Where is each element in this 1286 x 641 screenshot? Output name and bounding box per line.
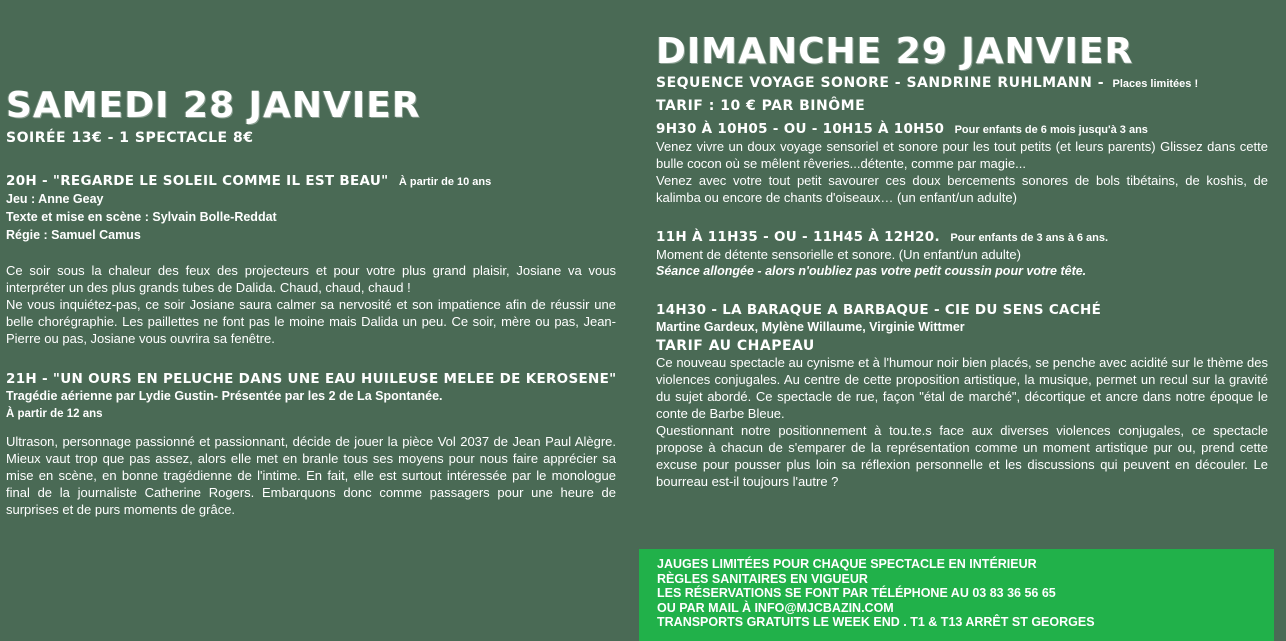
event-3-description-1: Ce nouveau spectacle au cynisme et à l'humour noir bien placés, se penche avec acidité sur le thème des violences conjugales. Au centre de cette proposition artistique, la musique, permet un recul sur la gravité du sujet abordé. Ce spectacle de rue, façon "étal de marché", décortique et ancre dans notre époque le conte de Barbe Bleue. (656, 355, 1268, 421)
sequence-title: SEQUENCE VOYAGE SONORE - SANDRINE RUHLMANN - (656, 75, 1105, 91)
info-phone: LES RÉSERVATIONS SE FONT PAR TÉLÉPHONE AU 03 83 36 56 65 (657, 586, 1056, 601)
info-email: OU PAR MAIL À INFO@MJCBAZIN.COM (657, 600, 894, 615)
event-2-title: 21H - "UN OURS EN PELUCHE DANS UNE EAU HUILEUSE MELEE DE KEROSENE" (6, 371, 617, 387)
event-1-age: À partir de 10 ans (398, 176, 492, 188)
event-3-description-2: Questionnant notre positionnement à tou.te.s face aux diverses violences conjugales, ce spectacle propose à chacun de s'emparer de la représentation comme un moment artistique pur ou, prend cette excuse pour pousser plus loin sa réflexion personnelle et les discussions qui peuvent en découler. Le bourreau est-il toujours l'autre ? (656, 423, 1268, 489)
sunday-column (656, 32, 1268, 490)
event-1-description-1: Ce soir sous la chaleur des feux des projecteurs et pour votre plus grand plaisir, Josiane va vous interpréter un des plus grands tubes de Dalida. Chaud, chaud, chaud ! (6, 263, 616, 295)
event-1-title: 20H - "REGARDE LE SOLEIL COMME IL EST BEAU" (6, 173, 389, 189)
session-2-note: Séance allongée - alors n'oubliez pas votre petit coussin pour votre tête. (656, 264, 1087, 278)
saturday-column (6, 86, 616, 518)
session-1-title: 9H30 À 10H05 - OU - 10H15 À 10H50 (656, 121, 945, 137)
sunday-title: DIMANCHE 29 JANVIER (656, 31, 1134, 72)
info-sanitary: RÈGLES SANITAIRES EN VIGUEUR (657, 571, 868, 586)
event-1-credit-cast: Jeu : Anne Geay (6, 192, 104, 206)
event-3-credits: Martine Gardeux, Mylène Willaume, Virginie Wittmer (656, 320, 965, 334)
event-1-credit-writing: Texte et mise en scène : Sylvain Bolle-Reddat (6, 210, 277, 224)
event-1 (6, 172, 616, 347)
session-2 (656, 228, 1268, 280)
session-1-description-2: Venez avec votre tout petit savourer ces doux bercements sonores de bols tibétains, de koshis, de kalimba ou encore de chants d'oiseaux… (un enfant/un adulte) (656, 173, 1268, 205)
info-box (639, 549, 1274, 641)
event-3-tarif: TARIF AU CHAPEAU (656, 338, 815, 354)
saturday-title: SAMEDI 28 JANVIER (6, 85, 421, 126)
event-2-description: Ultrason, personnage passionné et passionnant, décide de jouer la pièce Vol 2037 de Jean Paul Alègre. Mieux vaut trop que pas assez, alors elle met en branle tous ses moyens pour nous faire apprécier sa mise en scène, en bonne tragédienne de l'intime. En fait, elle est surtout intéressée par le monologue final de la journaliste Catherine Rogers. Embarquons donc comme passagers pour une heure de surprises et de purs moments de grâce. (6, 434, 616, 517)
event-2-age: À partir de 12 ans (6, 408, 103, 420)
session-1 (656, 120, 1268, 206)
event-3-title: 14H30 - LA BARAQUE A BARBAQUE - CIE DU SENS CACHÉ (656, 302, 1102, 318)
event-1-credit-tech: Régie : Samuel Camus (6, 228, 141, 242)
event-2-credits: Tragédie aérienne par Lydie Gustin- Présentée par les 2 de La Spontanée. (6, 389, 443, 403)
session-1-age: Pour enfants de 6 mois jusqu'à 3 ans (954, 124, 1148, 136)
event-2 (6, 371, 616, 518)
session-2-description: Moment de détente sensorielle et sonore. (Un enfant/un adulte) (656, 247, 1021, 262)
sequence-note: Places limitées ! (1112, 78, 1199, 90)
session-1-description-1: Venez vivre un doux voyage sensoriel et sonore pour les tout petits (et leurs parents) Glissez dans cette bulle cocon où se mêlent rêveries...détente, comme par magie... (656, 139, 1268, 171)
event-3 (656, 302, 1268, 490)
saturday-pricing: SOIRÉE 13€ - 1 SPECTACLE 8€ (6, 130, 254, 146)
session-2-title: 11H À 11H35 - OU - 11H45 À 12H20. (656, 229, 940, 245)
event-1-description-2: Ne vous inquiétez-pas, ce soir Josiane saura calmer sa nervosité et son impatience afin de réussir une belle chorégraphie. Les paillettes ne font pas le moine mais Dalida un peu. Ce soir, mère ou pas, Jean-Pierre ou pas, Josiane vous ouvrira sa fenêtre. (6, 297, 616, 346)
session-2-age: Pour enfants de 3 ans à 6 ans. (950, 232, 1109, 244)
sunday-tarif: TARIF : 10 € PAR BINÔME (656, 98, 866, 114)
info-capacity: JAUGES LIMITÉES POUR CHAQUE SPECTACLE EN INTÉRIEUR (657, 557, 1037, 571)
info-transport: TRANSPORTS GRATUITS LE WEEK END . T1 & T13 ARRÊT ST GEORGES (657, 615, 1095, 630)
